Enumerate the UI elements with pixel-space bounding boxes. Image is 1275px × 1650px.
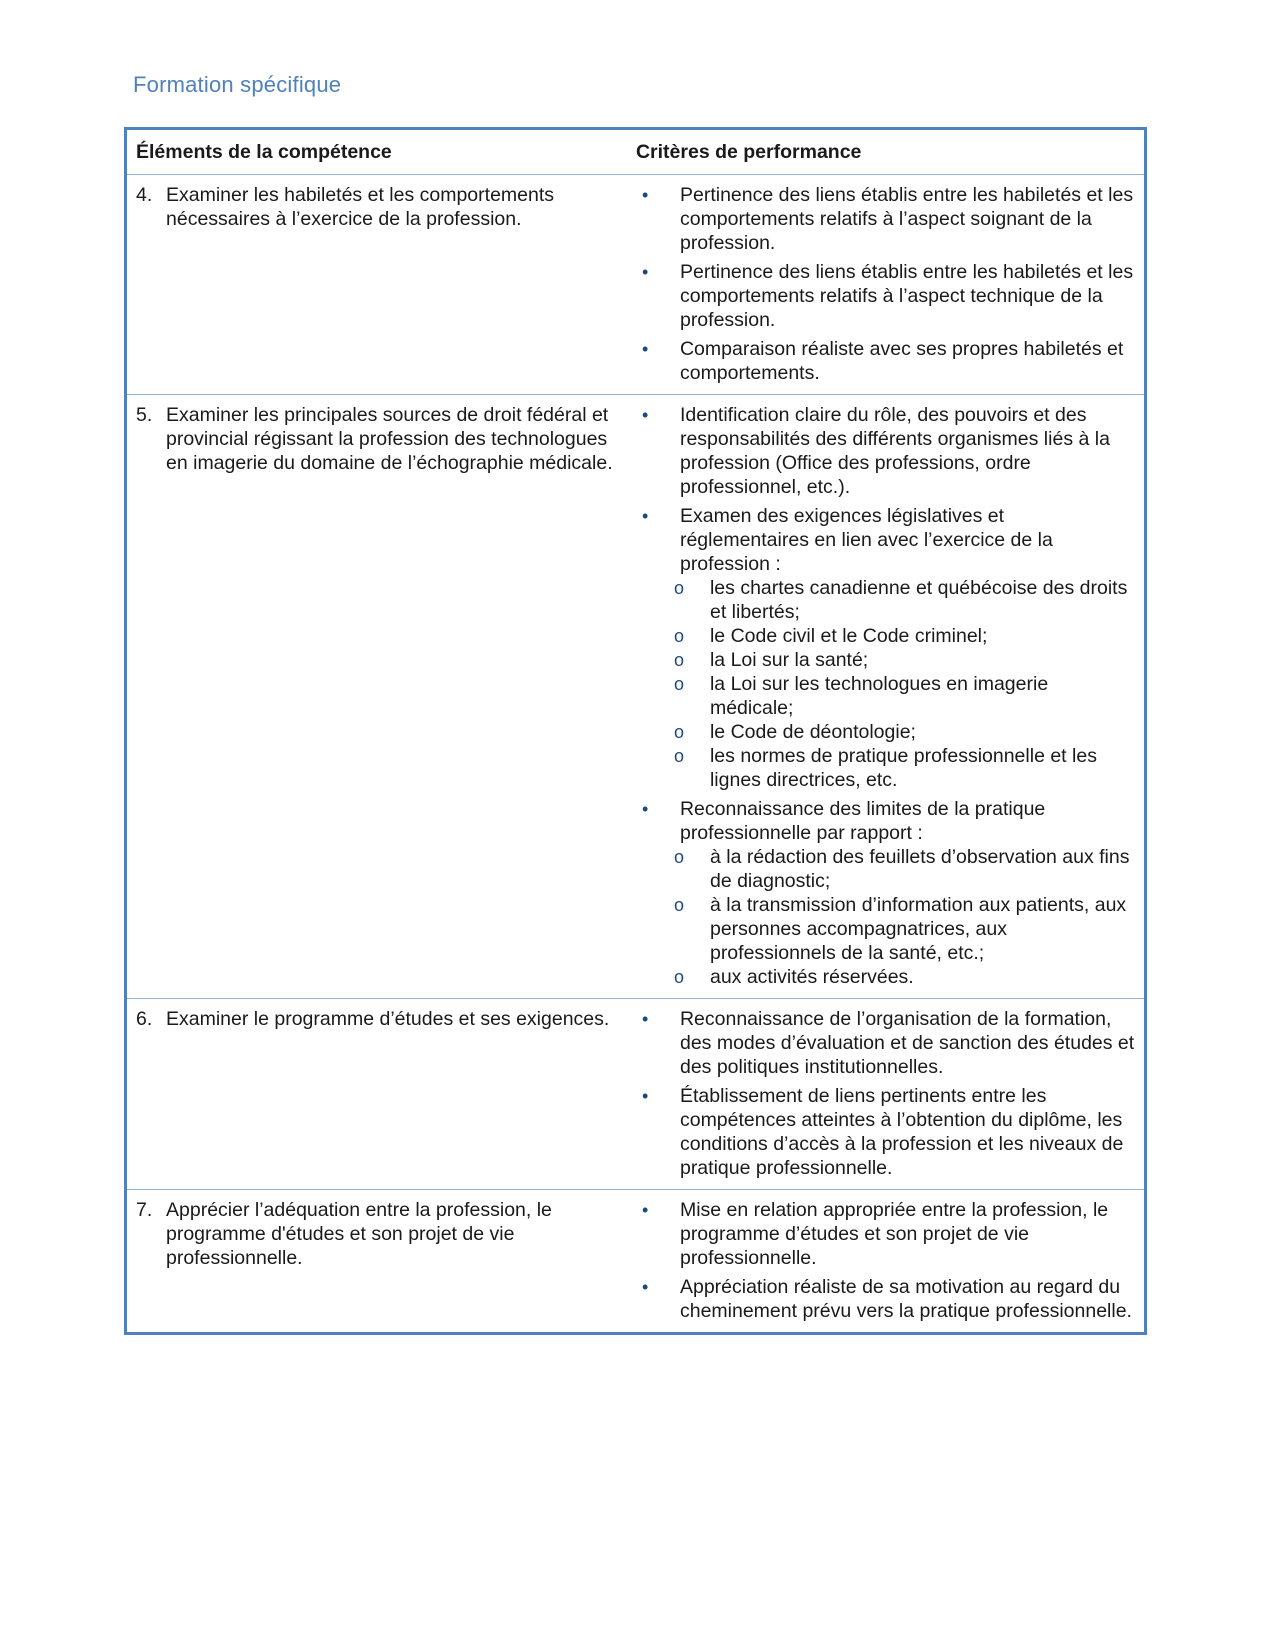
table-header-row xyxy=(126,129,1146,175)
sub-criterion-item xyxy=(674,672,1136,720)
criterion-item xyxy=(636,1275,1136,1323)
table-body xyxy=(126,175,1146,1334)
sub-criterion-text: les chartes canadienne et québécoise des droits et libertés; xyxy=(709,577,1128,623)
table-row xyxy=(126,175,1146,395)
circle-bullet-icon: o xyxy=(673,578,684,598)
criterion-item xyxy=(636,183,1136,255)
competence-element xyxy=(136,1007,619,1031)
circle-bullet-icon: o xyxy=(673,746,684,766)
bullet-icon: • xyxy=(641,1200,649,1220)
sub-criterion-text: le Code de déontologie; xyxy=(709,721,916,743)
table-row xyxy=(126,395,1146,999)
table-row xyxy=(126,1190,1146,1334)
criterion-item xyxy=(636,337,1136,385)
sub-criterion-item xyxy=(674,744,1136,792)
criteria-cell xyxy=(627,999,1146,1190)
circle-bullet-icon: o xyxy=(673,626,684,646)
criterion-text: Comparaison réaliste avec ses propres habiletés et comportements. xyxy=(679,338,1124,384)
element-cell xyxy=(126,999,627,1190)
criterion-item xyxy=(636,403,1136,499)
bullet-icon: • xyxy=(641,405,649,425)
element-text: Examiner le programme d’études et ses exigences. xyxy=(166,1008,610,1030)
criterion-text: Pertinence des liens établis entre les habiletés et les comportements relatifs à l’aspect technique de la profession. xyxy=(679,261,1134,331)
bullet-icon: • xyxy=(641,506,649,526)
table-row xyxy=(126,999,1146,1190)
element-cell xyxy=(126,395,627,999)
sub-criterion-text: aux activités réservées. xyxy=(709,966,914,988)
circle-bullet-icon: o xyxy=(673,967,684,987)
sub-criterion-text: le Code civil et le Code criminel; xyxy=(709,625,988,647)
circle-bullet-icon: o xyxy=(673,847,684,867)
sub-criterion-item xyxy=(674,624,1136,648)
circle-bullet-icon: o xyxy=(673,650,684,670)
sub-criterion-text: à la transmission d’information aux patients, aux personnes accompagnatrices, aux professionnels de la santé, etc.; xyxy=(709,894,1127,964)
criterion-item xyxy=(636,504,1136,792)
criterion-item xyxy=(636,1198,1136,1270)
bullet-icon: • xyxy=(641,799,649,819)
sub-criterion-item xyxy=(674,576,1136,624)
criterion-text: Reconnaissance de l’organisation de la formation, des modes d’évaluation et de sanction des études et des politiques institutionnelles. xyxy=(679,1008,1135,1078)
sub-criterion-text: les normes de pratique professionnelle et les lignes directrices, etc. xyxy=(709,745,1097,791)
element-number: 6. xyxy=(136,1008,153,1030)
criterion-text: Pertinence des liens établis entre les habiletés et les comportements relatifs à l’aspect soignant de la profession. xyxy=(679,184,1134,254)
sub-criterion-item xyxy=(674,648,1136,672)
competence-table xyxy=(124,127,1147,1335)
bullet-icon: • xyxy=(641,1277,649,1297)
element-text: Examiner les principales sources de droit fédéral et provincial régissant la profession des technologues en imagerie du domaine de l’échographie médicale. xyxy=(166,404,613,474)
sub-criterion-text: la Loi sur les technologues en imagerie médicale; xyxy=(709,673,1049,719)
circle-bullet-icon: o xyxy=(673,674,684,694)
sub-criterion-item xyxy=(674,893,1136,965)
criterion-item xyxy=(636,1084,1136,1180)
element-number: 4. xyxy=(136,184,153,206)
criterion-item xyxy=(636,797,1136,989)
circle-bullet-icon: o xyxy=(673,722,684,742)
bullet-icon: • xyxy=(641,262,649,282)
element-number: 5. xyxy=(136,404,153,426)
criterion-text: Identification claire du rôle, des pouvoirs et des responsabilités des différents organismes liés à la profession (Office des professions, ordre professionnel, etc.). xyxy=(679,404,1110,498)
circle-bullet-icon: o xyxy=(673,895,684,915)
sub-criterion-item xyxy=(674,965,1136,989)
criterion-text: Mise en relation appropriée entre la profession, le programme d’études et son projet de vie professionnelle. xyxy=(679,1199,1109,1269)
competence-element xyxy=(136,403,619,475)
sub-criterion-item xyxy=(674,720,1136,744)
criterion-item xyxy=(636,1007,1136,1079)
sub-criterion-text: à la rédaction des feuillets d’observation aux fins de diagnostic; xyxy=(709,846,1130,892)
criteria-cell xyxy=(627,175,1146,395)
bullet-icon: • xyxy=(641,1086,649,1106)
bullet-icon: • xyxy=(641,1009,649,1029)
element-text: Examiner les habiletés et les comportements nécessaires à l’exercice de la profession. xyxy=(166,184,555,230)
bullet-icon: • xyxy=(641,185,649,205)
criteria-cell xyxy=(627,395,1146,999)
header-elements: Éléments de la compétence xyxy=(126,129,627,175)
element-cell xyxy=(126,175,627,395)
criterion-text: Reconnaissance des limites de la pratique professionnelle par rapport : xyxy=(679,798,1046,844)
criteria-cell xyxy=(627,1190,1146,1334)
competence-element xyxy=(136,183,619,231)
sub-criterion-text: la Loi sur la santé; xyxy=(709,649,869,671)
bullet-icon: • xyxy=(641,339,649,359)
criterion-text: Établissement de liens pertinents entre les compétences atteintes à l’obtention du diplôme, les conditions d’accès à la profession et les niveaux de pratique professionnelle. xyxy=(679,1085,1124,1179)
sub-criterion-item xyxy=(674,845,1136,893)
header-criteria: Critères de performance xyxy=(627,129,1146,175)
criterion-item xyxy=(636,260,1136,332)
section-title: Formation spécifique xyxy=(133,72,342,97)
element-number: 7. xyxy=(136,1199,153,1221)
competence-element xyxy=(136,1198,619,1270)
criterion-text: Appréciation réaliste de sa motivation au regard du cheminement prévu vers la pratique professionnelle. xyxy=(679,1276,1132,1322)
element-cell xyxy=(126,1190,627,1334)
element-text: Apprécier l’adéquation entre la profession, le programme d'études et son projet de vie professionnelle. xyxy=(166,1199,552,1269)
criterion-text: Examen des exigences législatives et réglementaires en lien avec l’exercice de la profession : xyxy=(679,505,1053,575)
